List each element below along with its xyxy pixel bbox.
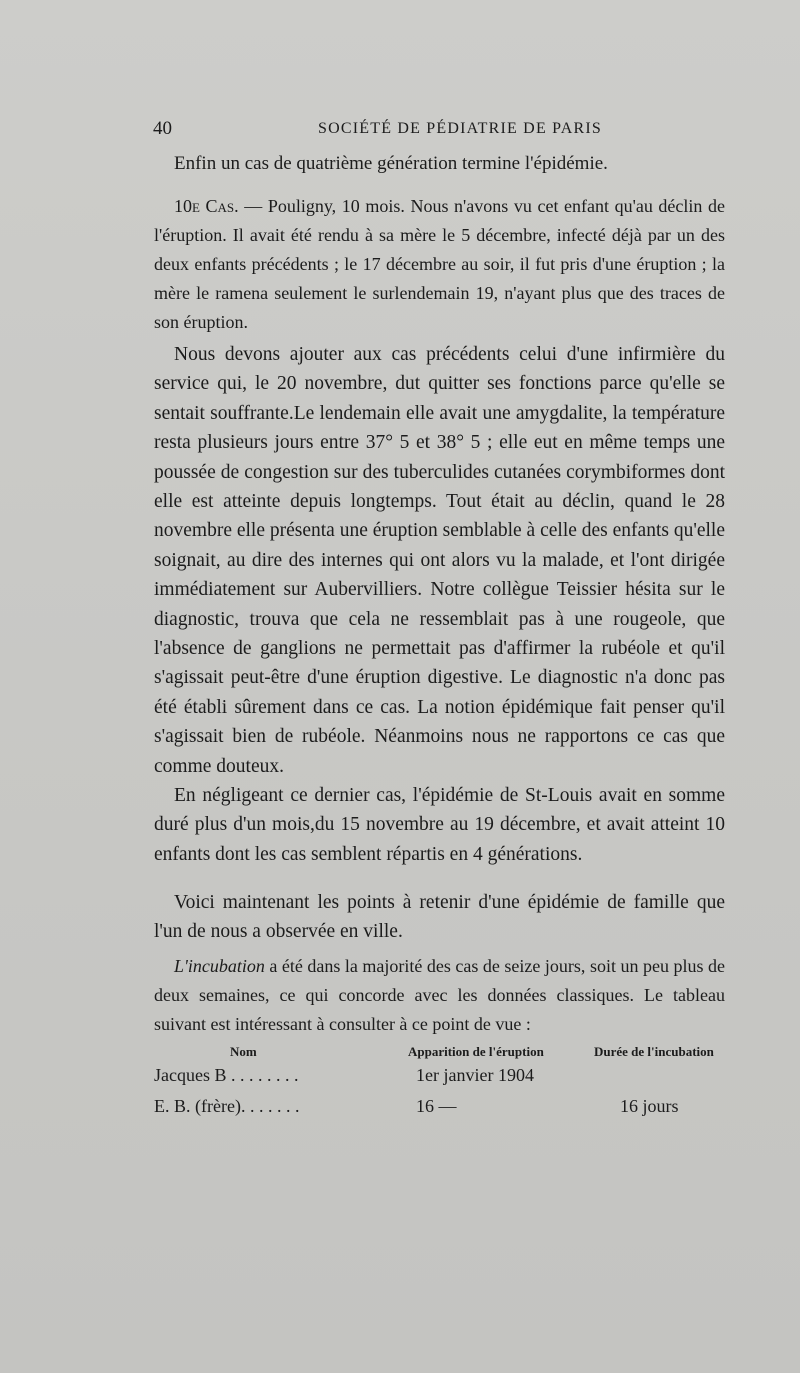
- table-row: [154, 1096, 726, 1122]
- column-header-eruption: Apparition de l'éruption: [408, 1044, 544, 1059]
- paragraph-text: a été dans la majorité des cas de seize jours, soit un peu plus de deux semaines, ce qui concorde avec les données classiques. Le tableau suivant est intéressant à consulter à ce point de vue :: [154, 956, 725, 1034]
- paragraph-incubation: [154, 952, 725, 1039]
- page-number: 40: [153, 118, 172, 139]
- paragraph-text: Enfin un cas de quatrième génération termine l'épidémie.: [174, 153, 608, 174]
- case-label: 10e Cas.: [174, 196, 239, 216]
- row-name: Jacques B . . . . . . . .: [154, 1065, 299, 1085]
- incubation-term: L'incubation: [174, 956, 265, 976]
- paragraph-nurse-case: [154, 340, 725, 781]
- row-eruption-date: 16 —: [416, 1096, 457, 1116]
- paragraph-text: En négligeant ce dernier cas, l'épidémie de St-Louis avait en somme duré plus d'un mois,du 15 novembre au 19 décembre, et avait atteint 10 enfants dont les cas semblent répartis en 4 générations.: [154, 785, 725, 865]
- row-incubation: 16 jours: [620, 1096, 679, 1116]
- column-header-name: Nom: [230, 1044, 257, 1059]
- paragraph-text: — Pouligny, 10 mois. Nous n'avons vu cet enfant qu'au déclin de l'éruption. Il avait été rendu à sa mère le 5 décembre, infecté déjà par un des deux enfants précédents ; le 17 décembre au soir, il fut pris d'une éruption ; la mère le ramena seulement le surlendemain 19, n'ayant plus que des traces de son éruption.: [154, 196, 725, 332]
- row-name: E. B. (frère). . . . . . .: [154, 1096, 300, 1116]
- running-title: SOCIÉTÉ DE PÉDIATRIE DE PARIS: [318, 120, 602, 137]
- paragraph-text: Nous devons ajouter aux cas précédents celui d'une infirmière du service qui, le 20 novembre, dut quitter ses fonctions parce qu'elle se sentait souffrante.Le lendemain elle avait une amygdalite, la température resta plusieurs jours entre 37° 5 et 38° 5 ; elle eut en même temps une poussée de congestion sur des tuberculides cutanées corymbiformes dont elle est atteinte depuis longtemps. Tout était au déclin, quand le 28 novembre elle présenta une éruption semblable à celle des enfants qu'elle soignait, au dire des internes qui ont alors vu la malade, et l'ont dirigée immédiatement sur Aubervilliers. Notre collègue Teissier hésita sur le diagnostic, trouva que cela ne ressemblait pas à une rougeole, que l'absence de ganglions ne permettait pas d'affirmer la rubéole et qu'il s'agissait peut-être d'une éruption digestive. Le diagnostic n'a donc pas été établi sûrement dans ce cas. La notion épidémique fait penser qu'il s'agissait bien de rubéole. Néanmoins nous ne rapportons ce cas que comme douteux.: [154, 344, 725, 777]
- paragraph-family-epidemic: [154, 888, 725, 947]
- table-row: [154, 1065, 726, 1091]
- column-header-incubation: Durée de l'incubation: [594, 1044, 714, 1059]
- paragraph-epidemic-summary: [154, 781, 725, 869]
- paragraph-case-10: [154, 192, 725, 337]
- page-header: [153, 118, 725, 146]
- row-eruption-date: 1er janvier 1904: [416, 1065, 534, 1085]
- table-header-row: [154, 1044, 726, 1064]
- paragraph-fourth-generation: [154, 150, 725, 178]
- paragraph-text: Voici maintenant les points à retenir d'une épidémie de famille que l'un de nous a observée en ville.: [154, 892, 725, 943]
